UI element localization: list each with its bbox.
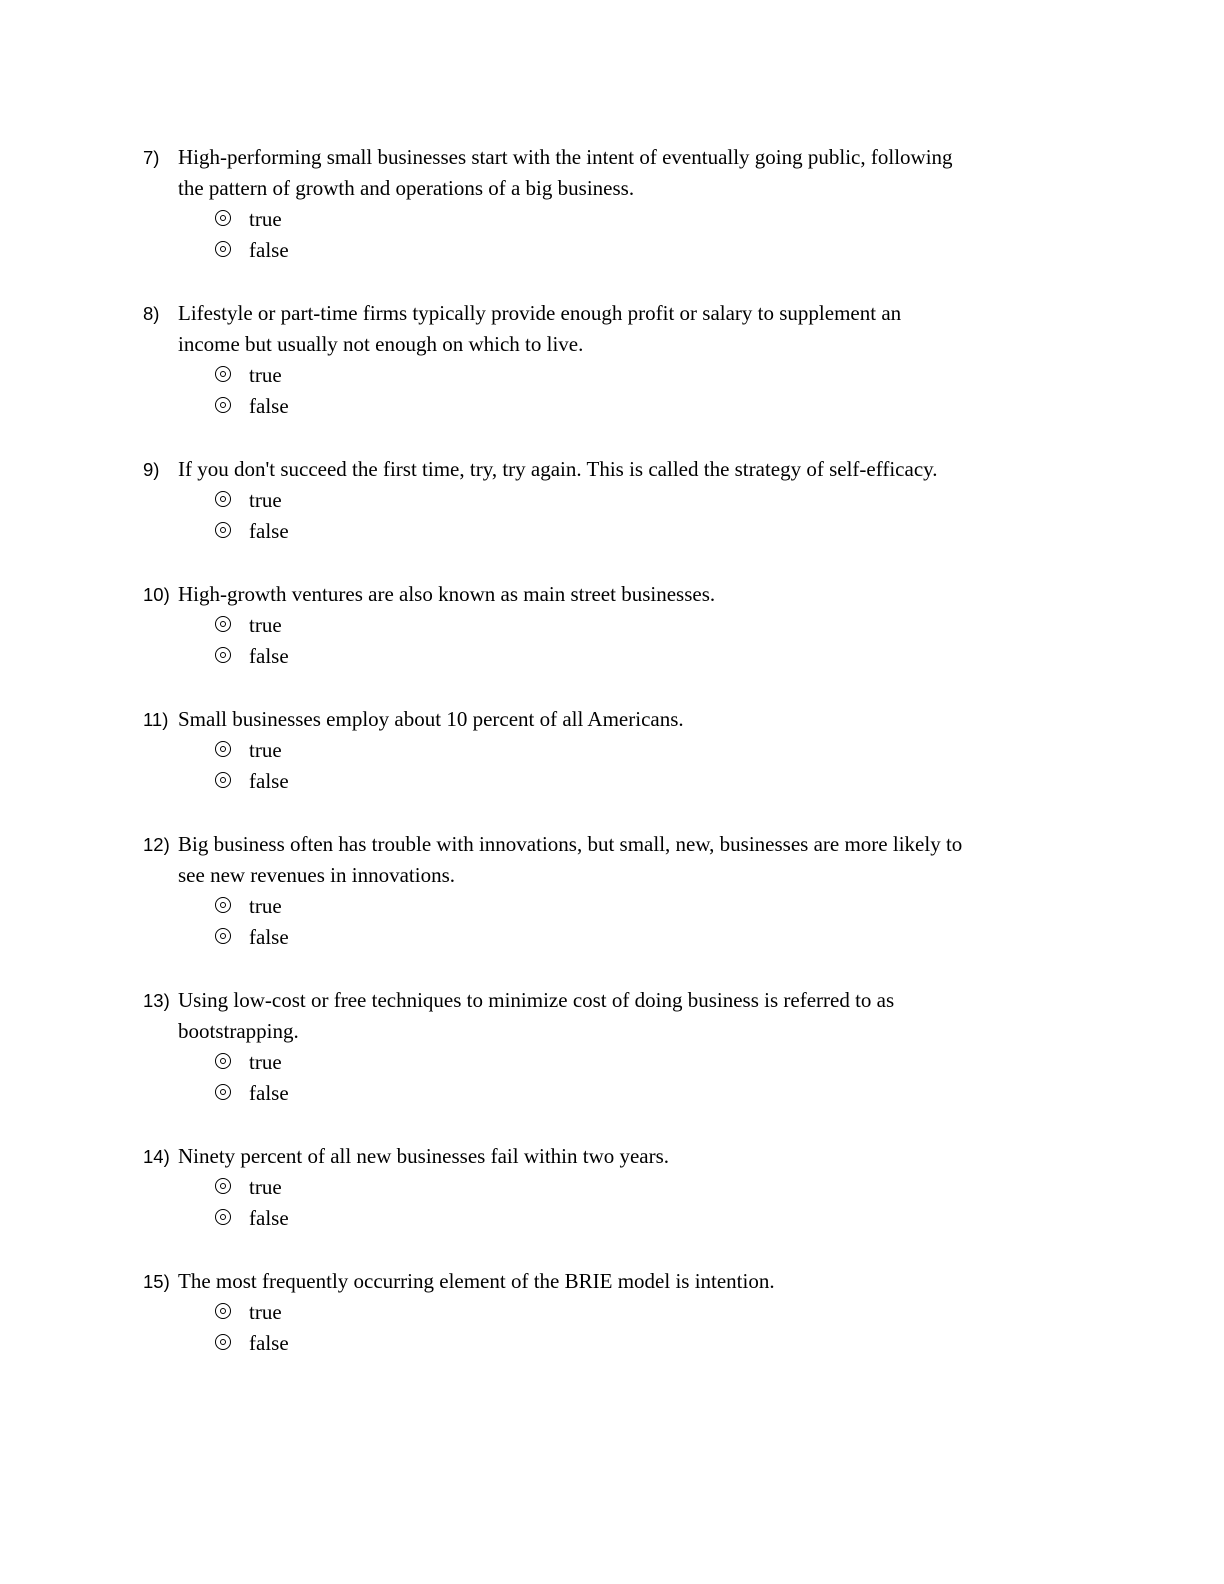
question-text-line-1: Lifestyle or part-time firms typically provide enough profit or salary to supplement an: [178, 301, 902, 325]
radio-icon[interactable]: [215, 1303, 231, 1319]
radio-icon[interactable]: [215, 491, 231, 507]
radio-icon[interactable]: [215, 1178, 231, 1194]
radio-icon[interactable]: [215, 772, 231, 788]
question-text-line-1: High-performing small businesses start with the intent of eventually going public, following: [178, 145, 953, 169]
question-number: 12): [143, 834, 170, 855]
question-text-line-1: If you don't succeed the first time, try, try again. This is called the strategy of self-efficacy.: [178, 457, 938, 481]
option-label: true: [249, 207, 282, 231]
radio-icon[interactable]: [215, 397, 231, 413]
question-text-line-1: High-growth ventures are also known as main street businesses.: [178, 582, 716, 606]
question-number: 14): [143, 1146, 170, 1167]
option-label: true: [249, 894, 282, 918]
option-label: true: [249, 1050, 282, 1074]
radio-icon[interactable]: [215, 1334, 231, 1350]
option-label: false: [249, 1206, 289, 1230]
option-label: false: [249, 769, 289, 793]
option-label: false: [249, 1331, 289, 1355]
question-text-line-1: Ninety percent of all new businesses fail within two years.: [178, 1144, 670, 1168]
question-text-line-2: the pattern of growth and operations of a big business.: [178, 176, 635, 200]
option-label: true: [249, 363, 282, 387]
question-number: 11): [143, 709, 169, 730]
question-number: 13): [143, 990, 170, 1011]
option-label: false: [249, 394, 289, 418]
option-label: true: [249, 613, 282, 637]
question-text-line-1: Using low-cost or free techniques to minimize cost of doing business is referred to as: [178, 988, 895, 1012]
radio-icon[interactable]: [215, 522, 231, 538]
question-text-line-2: see new revenues in innovations.: [178, 863, 456, 887]
question-number: 10): [143, 584, 170, 605]
option-label: false: [249, 519, 289, 543]
option-label: true: [249, 738, 282, 762]
option-label: true: [249, 488, 282, 512]
option-label: false: [249, 644, 289, 668]
question-number: 8): [143, 303, 160, 324]
radio-icon[interactable]: [215, 241, 231, 257]
question-text-line-2: income but usually not enough on which to live.: [178, 332, 584, 356]
radio-icon[interactable]: [215, 616, 231, 632]
radio-icon[interactable]: [215, 647, 231, 663]
radio-icon[interactable]: [215, 741, 231, 757]
radio-icon[interactable]: [215, 366, 231, 382]
option-label: false: [249, 238, 289, 262]
question-number: 9): [143, 459, 160, 480]
question-number: 7): [143, 147, 160, 168]
radio-icon[interactable]: [215, 928, 231, 944]
option-label: false: [249, 925, 289, 949]
radio-icon[interactable]: [215, 1084, 231, 1100]
option-label: true: [249, 1300, 282, 1324]
radio-icon[interactable]: [215, 1209, 231, 1225]
question-text-line-1: Small businesses employ about 10 percent of all Americans.: [178, 707, 684, 731]
question-text-line-1: The most frequently occurring element of the BRIE model is intention.: [178, 1269, 775, 1293]
radio-icon[interactable]: [215, 897, 231, 913]
radio-icon[interactable]: [215, 1053, 231, 1069]
question-text-line-1: Big business often has trouble with innovations, but small, new, businesses are more likely to: [178, 832, 963, 856]
option-label: false: [249, 1081, 289, 1105]
question-number: 15): [143, 1271, 170, 1292]
radio-icon[interactable]: [215, 210, 231, 226]
question-text-line-2: bootstrapping.: [178, 1019, 299, 1043]
option-label: true: [249, 1175, 282, 1199]
